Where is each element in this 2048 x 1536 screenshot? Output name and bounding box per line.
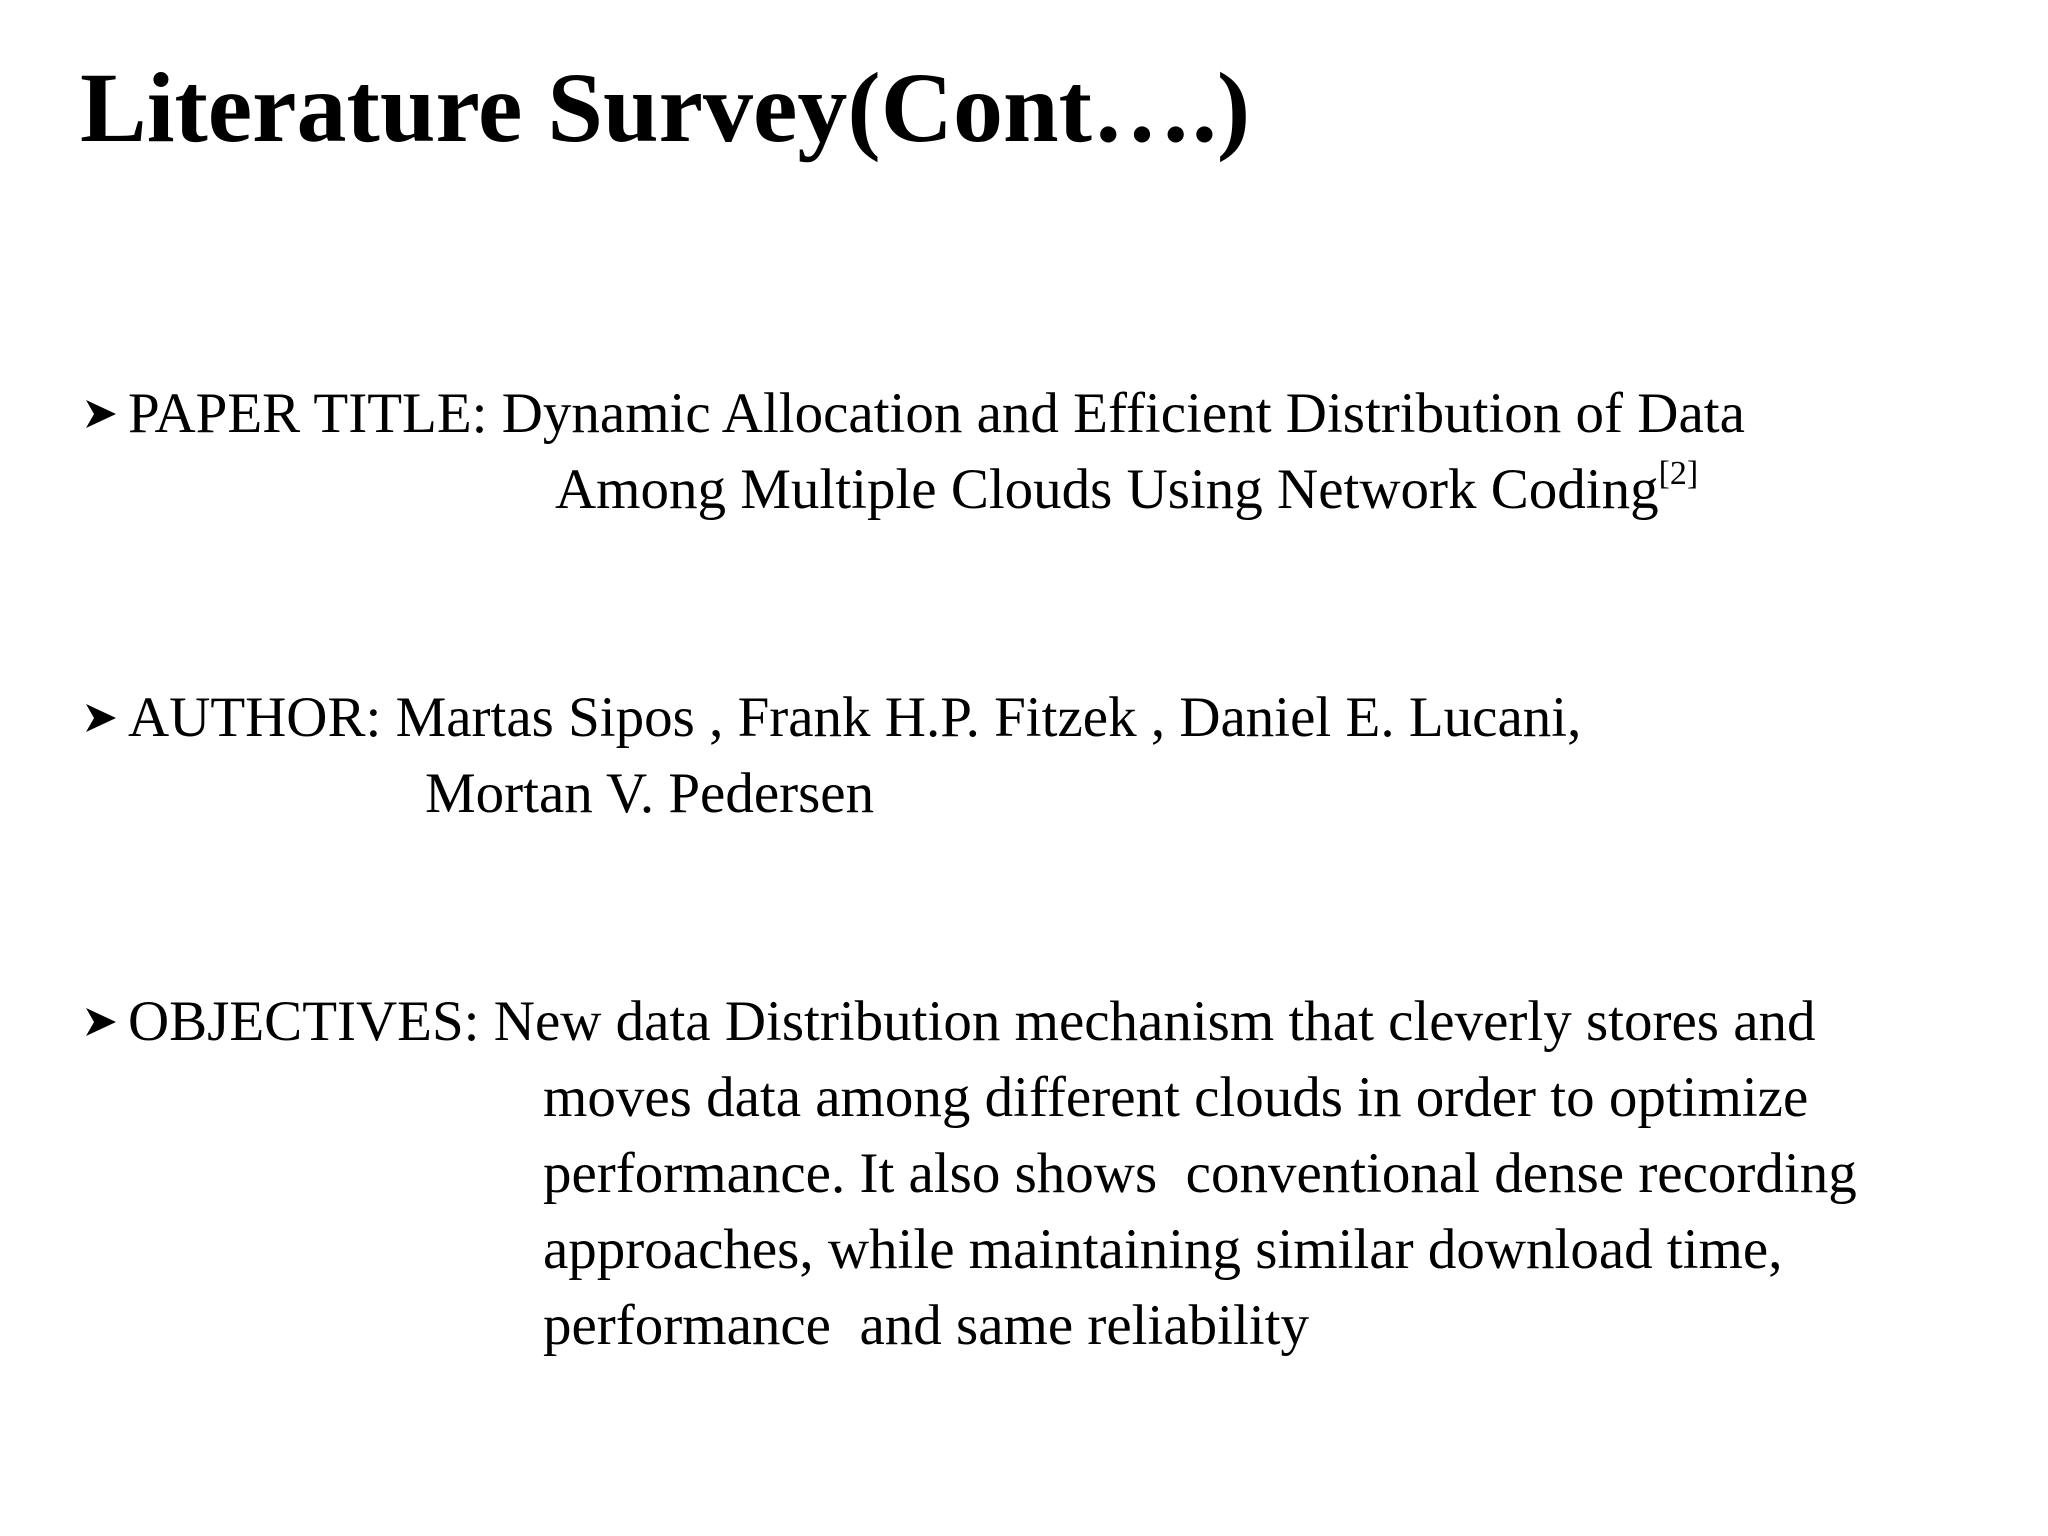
objectives-label: OBJECTIVES: xyxy=(128,990,480,1053)
slide-title: Literature Survey(Cont….) xyxy=(80,52,1251,163)
objectives-line-5: performance and same reliability xyxy=(543,1294,1309,1357)
reference-marker: [2] xyxy=(1658,455,1699,492)
objectives-line-4: approaches, while maintaining similar download time, xyxy=(543,1218,1783,1281)
objectives-line-3: performance. It also shows conventional dense recording xyxy=(543,1142,1857,1205)
paper-title-line-2 xyxy=(555,452,1698,528)
paper-title-line-1: Dynamic Allocation and Efficient Distribution of Data xyxy=(501,382,1745,445)
paper-title-line-2-text: Among Multiple Clouds Using Network Coding xyxy=(555,458,1659,521)
objectives-line-1: New data Distribution mechanism that cleverly stores and xyxy=(493,990,1816,1053)
objectives-line-2: moves data among different clouds in order to optimize xyxy=(543,1066,1809,1129)
author-line-1: Martas Sipos , Frank H.P. Fitzek , Daniel E. Lucani, xyxy=(395,686,1582,749)
objectives-item xyxy=(80,984,1816,1060)
arrowhead-bullet-icon xyxy=(80,376,128,452)
paper-title-label: PAPER TITLE: xyxy=(128,382,488,445)
author-label: AUTHOR: xyxy=(128,686,382,749)
arrowhead-bullet-icon xyxy=(80,984,128,1060)
author-item xyxy=(80,680,1581,756)
author-line-2: Mortan V. Pedersen xyxy=(425,762,875,825)
paper-title-item xyxy=(80,376,1745,452)
arrowhead-bullet-icon xyxy=(80,680,128,756)
